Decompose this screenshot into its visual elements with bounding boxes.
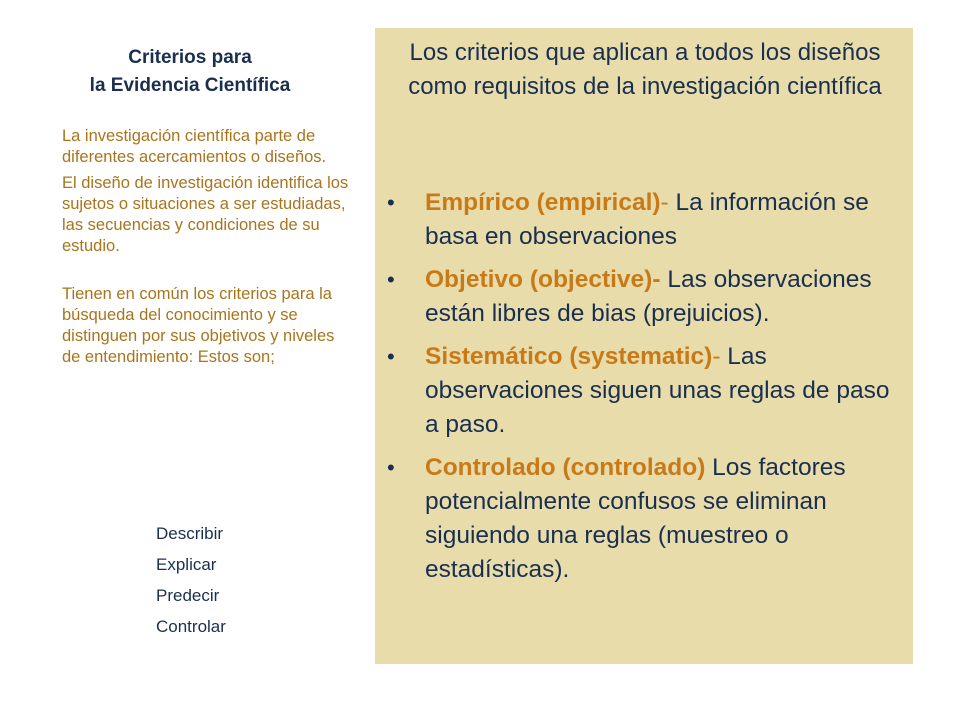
criteria-item [385, 263, 905, 331]
intro-paragraph-1: La investigación científica parte de diferentes acercamientos o diseños. [62, 127, 327, 166]
criteria-term: Empírico (empirical) [425, 189, 661, 216]
bullet-icon: • [387, 267, 395, 292]
criteria-list [385, 186, 905, 596]
intro-paragraph-2: El diseño de investigación identifica los sujetos o situaciones a ser estudiadas, las secuencias y condiciones de su estudio. [62, 174, 349, 255]
slide-title-line1: Criterios para [128, 47, 252, 68]
panel-title: Los criterios que aplican a todos los diseños como requisitos de la investigación científica [408, 39, 882, 100]
goal-item: Predecir [156, 586, 220, 605]
goal-item: Controlar [156, 617, 226, 636]
bullet-icon: • [387, 455, 395, 480]
criteria-item [385, 340, 905, 442]
criteria-term: Objetivo (objective)- [425, 266, 668, 293]
goal-item: Describir [156, 524, 224, 543]
intro-paragraph-3: Tienen en común los criterios para la búsqueda del conocimiento y se distinguen por sus objetivos y niveles de entendimiento: Estos son; [62, 285, 335, 366]
criteria-term: Controlado (controlado) [425, 454, 713, 481]
criteria-item [385, 186, 905, 254]
slide-title [30, 44, 350, 100]
criteria-description: Las observaciones están libres de bias (prejuicios). [425, 266, 872, 327]
criteria-description: Los factores potencialmente confusos se eliminan siguiendo una reglas (muestreo o estadísticas). [425, 454, 846, 583]
bullet-icon: • [387, 344, 395, 369]
intro-text [62, 126, 354, 373]
slide-title-line2: la Evidencia Científica [89, 75, 291, 96]
criteria-item [385, 451, 905, 587]
criteria-description: La información se basa en observaciones [425, 189, 869, 250]
criteria-panel [375, 28, 913, 664]
criteria-term: Sistemático (systematic) [425, 343, 713, 370]
goals-list [156, 518, 226, 642]
criteria-separator: - [660, 189, 676, 216]
bullet-icon: • [387, 190, 395, 215]
criteria-separator: - [712, 343, 728, 370]
goal-item: Explicar [156, 555, 217, 574]
criteria-description: Las observaciones siguen unas reglas de paso a paso. [425, 343, 890, 438]
